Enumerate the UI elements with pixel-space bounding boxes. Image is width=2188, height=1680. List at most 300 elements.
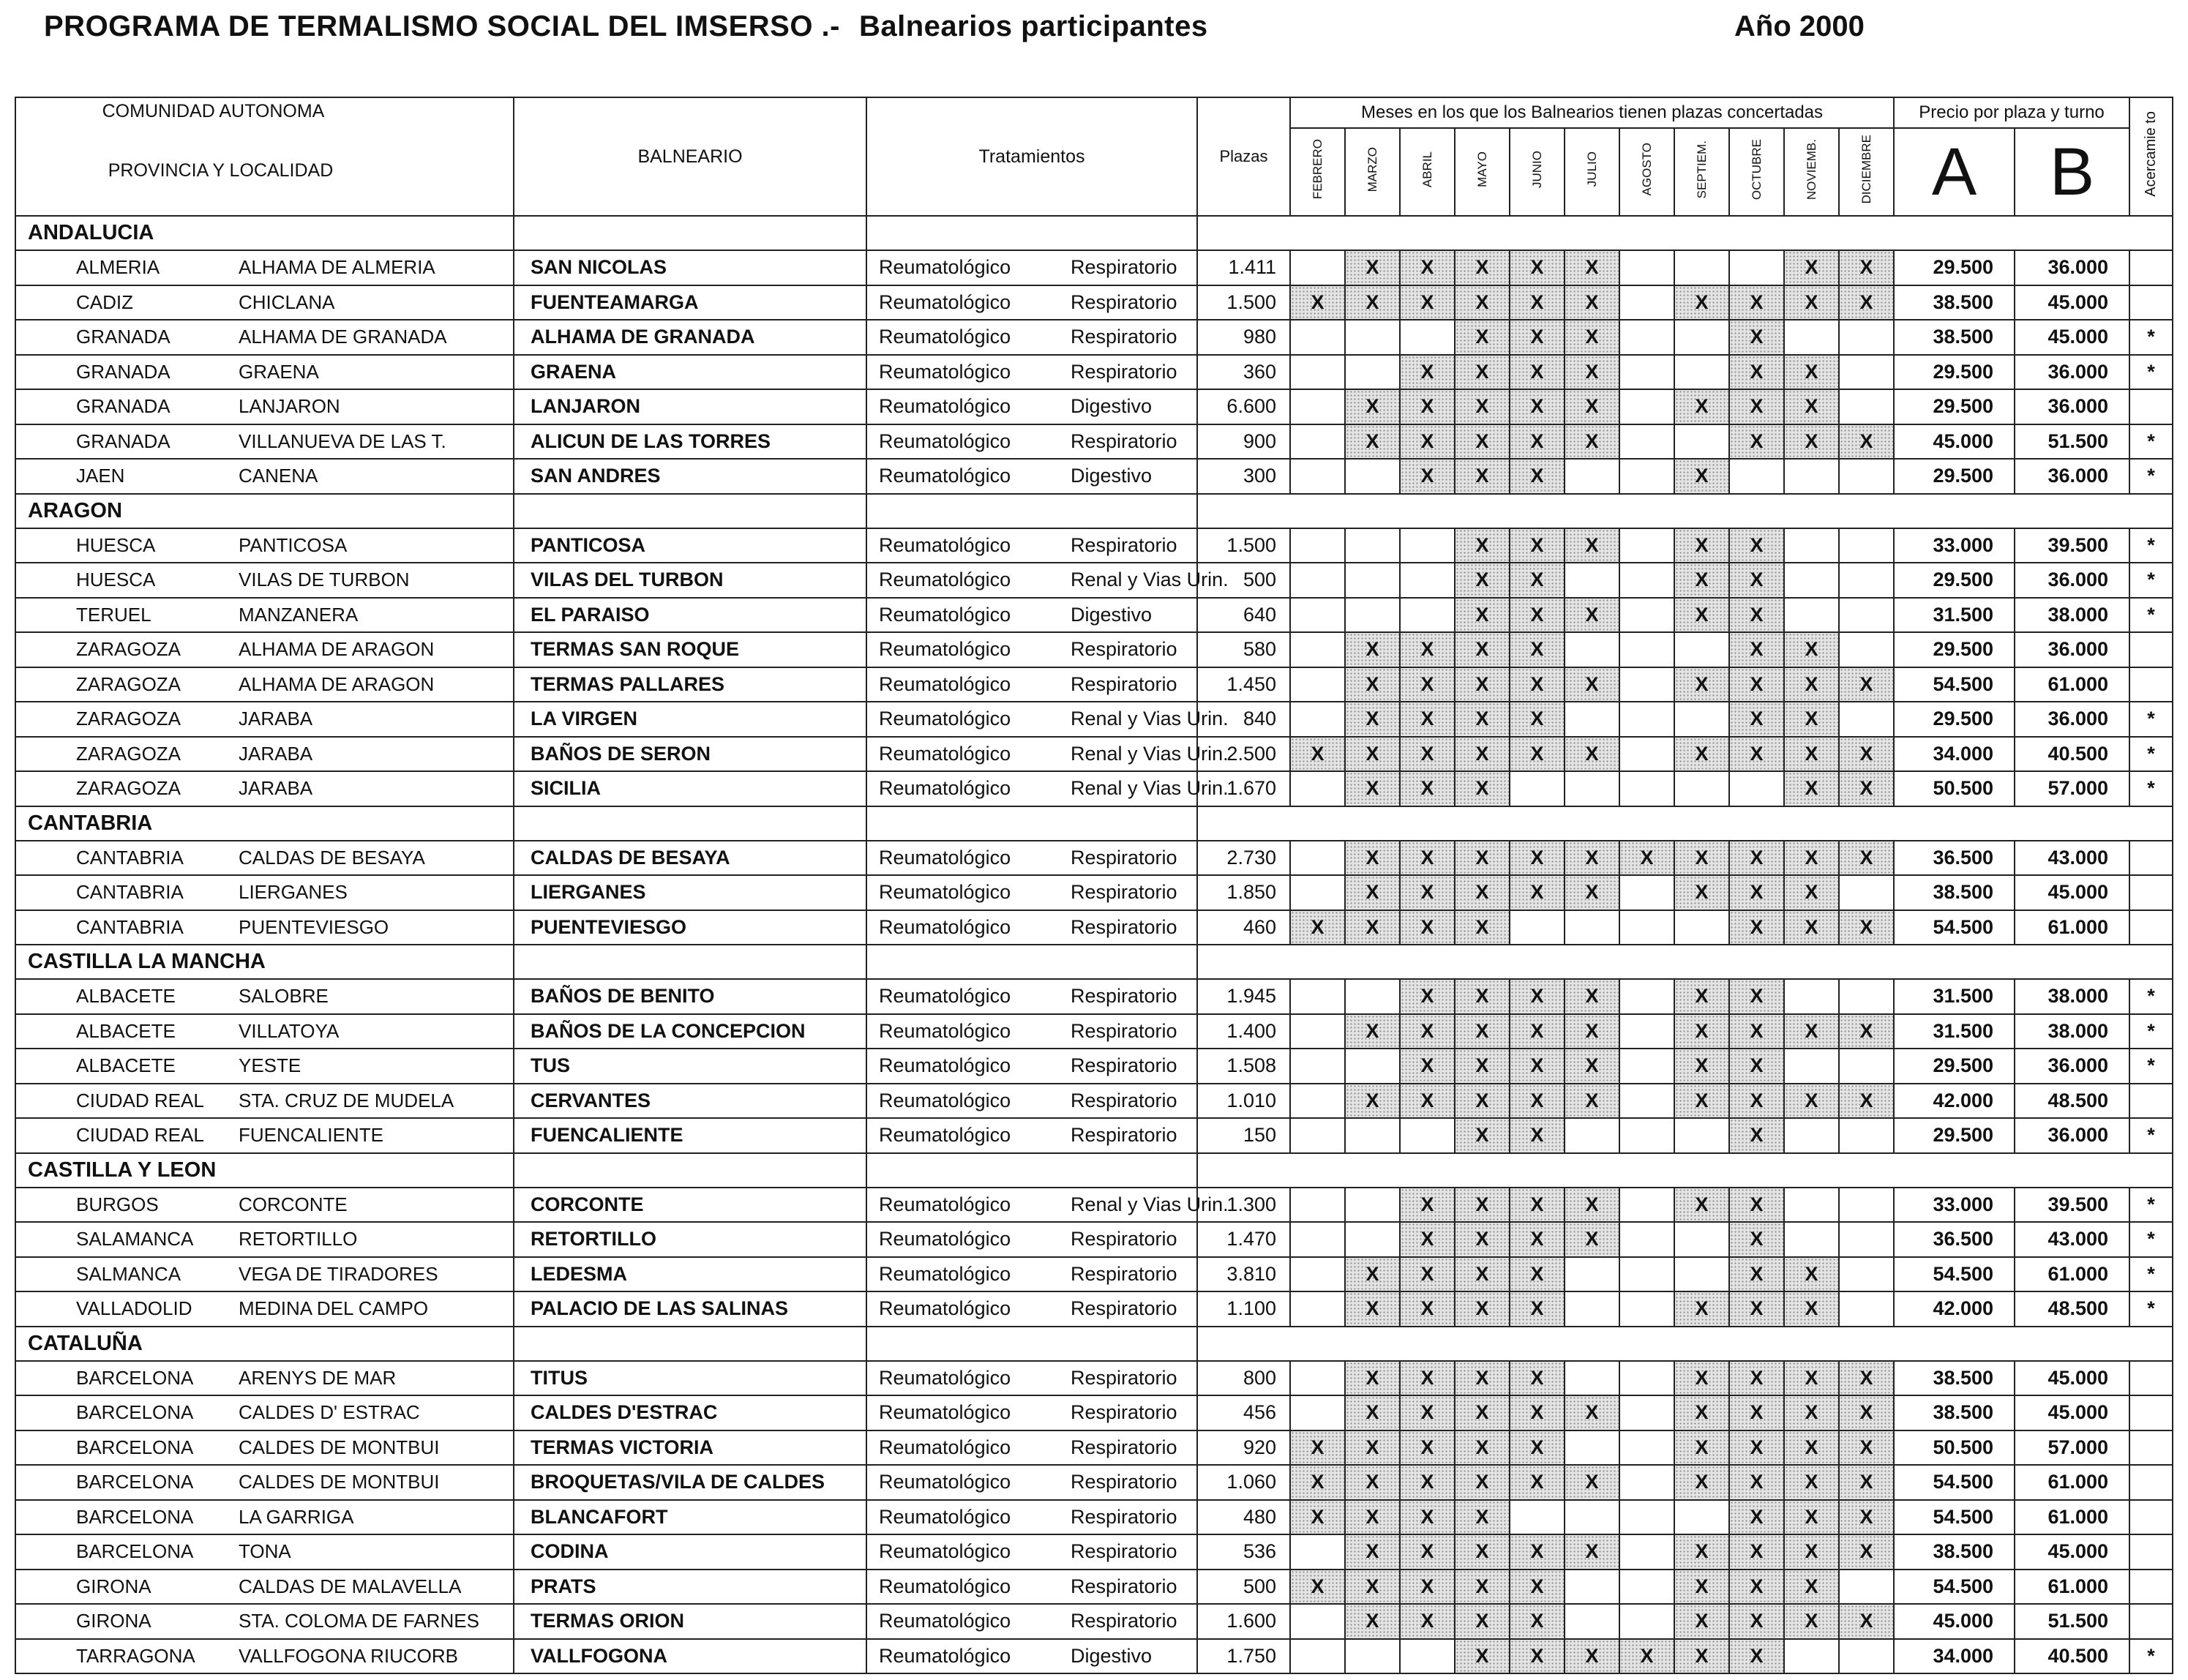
plazas-value: 1.850 xyxy=(1197,875,1290,910)
treatment-1: Reumatológico xyxy=(879,1089,1011,1111)
month-cell: X xyxy=(1510,1257,1565,1292)
month-cell xyxy=(1565,1570,1619,1605)
month-cell: X xyxy=(1674,1188,1729,1223)
month-cell: X xyxy=(1400,1014,1455,1049)
table-row xyxy=(15,1570,2173,1605)
treatment-2: Respiratorio xyxy=(1071,1505,1177,1528)
month-cell: X xyxy=(1674,528,1729,563)
month-cell: X xyxy=(1455,1500,1510,1535)
month-cell xyxy=(1290,702,1345,737)
treatments-cell xyxy=(866,459,1197,494)
acercamiento-mark: * xyxy=(2129,702,2173,737)
treatment-1: Reumatológico xyxy=(879,1366,1011,1389)
table-row xyxy=(15,667,2173,702)
month-cell: X xyxy=(1729,1639,1784,1674)
locality: VEGA DE TIRADORES xyxy=(239,1262,438,1285)
month-cell: X xyxy=(1455,250,1510,285)
month-cell: X xyxy=(1729,285,1784,320)
month-cell xyxy=(1839,320,1894,355)
acercamiento-mark: * xyxy=(2129,320,2173,355)
month-cell: X xyxy=(1400,737,1455,772)
month-cell xyxy=(1839,1222,1894,1257)
price-b: 45.000 xyxy=(2015,285,2129,320)
month-cell: X xyxy=(1510,1084,1565,1119)
price-b: 36.000 xyxy=(2015,250,2129,285)
table-row xyxy=(15,1291,2173,1327)
month-cell: X xyxy=(1510,1049,1565,1084)
month-cell: X xyxy=(1400,875,1455,910)
location-cell xyxy=(15,528,514,563)
month-cell: X xyxy=(1290,737,1345,772)
month-cell: X xyxy=(1400,1257,1455,1292)
locality: LIERGANES xyxy=(239,881,348,904)
month-cell: X xyxy=(1400,1395,1455,1430)
price-b: 45.000 xyxy=(2015,1395,2129,1430)
table-row xyxy=(15,910,2173,945)
balneario-name: BROQUETAS/VILA DE CALDES xyxy=(514,1465,866,1500)
header-price-b: B xyxy=(2015,128,2129,216)
table-row xyxy=(15,1188,2173,1223)
month-cell: X xyxy=(1784,1500,1839,1535)
balneario-name: LEDESMA xyxy=(514,1257,866,1292)
month-cell: X xyxy=(1345,1014,1400,1049)
treatment-2: Respiratorio xyxy=(1071,290,1177,313)
month-cell xyxy=(1290,632,1345,667)
locality: ALHAMA DE ARAGON xyxy=(239,672,435,695)
month-cell xyxy=(1619,1500,1674,1535)
price-a: 38.500 xyxy=(1894,320,2015,355)
month-cell: X xyxy=(1674,1604,1729,1639)
price-a: 38.500 xyxy=(1894,1395,2015,1430)
acercamiento-mark xyxy=(2129,1465,2173,1500)
location-cell xyxy=(15,1639,514,1674)
locality: CANENA xyxy=(239,465,318,487)
price-a: 36.500 xyxy=(1894,841,2015,876)
month-cell xyxy=(1674,1222,1729,1257)
month-cell: X xyxy=(1565,1395,1619,1430)
locality: ARENYS DE MAR xyxy=(239,1366,397,1389)
month-cell xyxy=(1290,1291,1345,1327)
month-cell: X xyxy=(1729,1014,1784,1049)
month-cell: X xyxy=(1510,598,1565,633)
price-a: 29.500 xyxy=(1894,459,2015,494)
locality: CHICLANA xyxy=(239,290,335,313)
treatment-2: Respiratorio xyxy=(1071,1610,1177,1632)
treatments-cell xyxy=(866,424,1197,460)
month-cell: X xyxy=(1729,737,1784,772)
month-cell: X xyxy=(1729,875,1784,910)
balneario-name: EL PARAISO xyxy=(514,598,866,633)
plazas-value: 360 xyxy=(1197,355,1290,390)
table-row xyxy=(15,1639,2173,1674)
price-a: 38.500 xyxy=(1894,875,2015,910)
treatment-1: Reumatológico xyxy=(879,777,1011,800)
month-cell xyxy=(1839,598,1894,633)
plazas-value: 1.100 xyxy=(1197,1291,1290,1327)
month-cell: X xyxy=(1510,737,1565,772)
empty-cell xyxy=(1197,1327,2173,1361)
month-cell: X xyxy=(1345,1570,1400,1605)
plazas-value: 1.450 xyxy=(1197,667,1290,702)
price-b: 61.000 xyxy=(2015,910,2129,945)
month-cell: X xyxy=(1729,1291,1784,1327)
month-cell: X xyxy=(1510,1430,1565,1466)
month-cell: X xyxy=(1565,424,1619,460)
month-cell: X xyxy=(1510,1395,1565,1430)
table-row xyxy=(15,285,2173,320)
plazas-value: 3.810 xyxy=(1197,1257,1290,1292)
month-cell: X xyxy=(1565,320,1619,355)
treatment-1: Reumatológico xyxy=(879,1471,1011,1493)
empty-cell xyxy=(866,806,1197,841)
month-cell xyxy=(1784,1639,1839,1674)
price-b: 38.000 xyxy=(2015,1014,2129,1049)
month-cell: X xyxy=(1784,841,1839,876)
plazas-value: 900 xyxy=(1197,424,1290,460)
header-meses: Meses en los que los Balnearios tienen plazas concertadas xyxy=(1290,97,1894,128)
acercamiento-mark: * xyxy=(2129,1291,2173,1327)
month-cell xyxy=(1400,563,1455,598)
month-cell xyxy=(1839,1291,1894,1327)
treatments-cell xyxy=(866,1118,1197,1153)
acercamiento-mark xyxy=(2129,1604,2173,1639)
month-cell xyxy=(1619,1570,1674,1605)
acercamiento-mark: * xyxy=(2129,1222,2173,1257)
acercamiento-mark: * xyxy=(2129,1049,2173,1084)
month-cell: X xyxy=(1729,320,1784,355)
price-a: 50.500 xyxy=(1894,1430,2015,1466)
month-cell: X xyxy=(1290,1465,1345,1500)
month-cell: X xyxy=(1510,1291,1565,1327)
month-cell: X xyxy=(1674,737,1729,772)
region-name: CATALUÑA xyxy=(15,1327,514,1361)
province: CANTABRIA xyxy=(76,881,184,904)
province: ZARAGOZA xyxy=(76,672,181,695)
price-b: 61.000 xyxy=(2015,1465,2129,1500)
price-b: 45.000 xyxy=(2015,320,2129,355)
month-cell xyxy=(1565,563,1619,598)
month-cell: X xyxy=(1674,1049,1729,1084)
month-cell xyxy=(1400,320,1455,355)
month-cell xyxy=(1674,910,1729,945)
month-cell: X xyxy=(1345,1534,1400,1570)
treatment-2: Respiratorio xyxy=(1071,1436,1177,1458)
treatments-cell xyxy=(866,355,1197,390)
plazas-value: 1.600 xyxy=(1197,1604,1290,1639)
treatment-1: Reumatológico xyxy=(879,985,1011,1008)
balneario-name: BAÑOS DE BENITO xyxy=(514,979,866,1014)
month-cell: X xyxy=(1674,667,1729,702)
locality: PUENTEVIESGO xyxy=(239,915,389,938)
locality: CALDAS DE BESAYA xyxy=(239,846,425,869)
month-cell: X xyxy=(1839,1430,1894,1466)
treatment-1: Reumatológico xyxy=(879,915,1011,938)
table-row xyxy=(15,528,2173,563)
month-cell: X xyxy=(1674,1291,1729,1327)
treatment-2: Digestivo xyxy=(1071,465,1153,487)
plazas-value: 456 xyxy=(1197,1395,1290,1430)
month-cell xyxy=(1345,1049,1400,1084)
treatments-cell xyxy=(866,1014,1197,1049)
location-cell xyxy=(15,702,514,737)
balneario-name: TUS xyxy=(514,1049,866,1084)
month-cell: X xyxy=(1839,1604,1894,1639)
header-plazas: Plazas xyxy=(1197,97,1290,216)
month-cell: X xyxy=(1674,841,1729,876)
province: GIRONA xyxy=(76,1610,151,1632)
region-name: CANTABRIA xyxy=(15,806,514,841)
month-cell: X xyxy=(1455,1118,1510,1153)
price-a: 42.000 xyxy=(1894,1084,2015,1119)
month-cell: X xyxy=(1784,1014,1839,1049)
month-cell: X xyxy=(1455,1430,1510,1466)
month-cell: X xyxy=(1729,910,1784,945)
month-cell: X xyxy=(1345,1430,1400,1466)
treatment-2: Renal y Vias Urin. xyxy=(1071,569,1229,591)
price-b: 39.500 xyxy=(2015,1188,2129,1223)
province: JAEN xyxy=(76,465,125,487)
month-cell: X xyxy=(1455,1604,1510,1639)
month-cell xyxy=(1839,563,1894,598)
month-cell: X xyxy=(1455,632,1510,667)
month-cell: X xyxy=(1784,1395,1839,1430)
locality: MEDINA DEL CAMPO xyxy=(239,1297,429,1320)
price-b: 51.500 xyxy=(2015,424,2129,460)
month-cell xyxy=(1565,1361,1619,1396)
month-cell: X xyxy=(1729,1257,1784,1292)
acercamiento-mark xyxy=(2129,841,2173,876)
empty-cell xyxy=(514,216,866,250)
plazas-value: 536 xyxy=(1197,1534,1290,1570)
treatment-1: Reumatológico xyxy=(879,1193,1011,1215)
price-b: 36.000 xyxy=(2015,632,2129,667)
treatments-cell xyxy=(866,1049,1197,1084)
locality: YESTE xyxy=(239,1054,301,1077)
month-cell: X xyxy=(1839,1465,1894,1500)
treatments-cell xyxy=(866,285,1197,320)
balneario-name: TITUS xyxy=(514,1361,866,1396)
treatment-2: Respiratorio xyxy=(1071,1297,1177,1320)
treatment-1: Reumatológico xyxy=(879,1019,1011,1042)
price-a: 54.500 xyxy=(1894,667,2015,702)
month-cell xyxy=(1290,563,1345,598)
month-cell: X xyxy=(1729,598,1784,633)
month-cell: X xyxy=(1455,1084,1510,1119)
month-cell: X xyxy=(1565,841,1619,876)
month-cell xyxy=(1400,1639,1455,1674)
balneario-name: TERMAS VICTORIA xyxy=(514,1430,866,1466)
title-subtitle: Balnearios participantes xyxy=(858,10,1208,42)
month-cell: X xyxy=(1400,1465,1455,1500)
price-b: 45.000 xyxy=(2015,1534,2129,1570)
month-cell: X xyxy=(1455,1257,1510,1292)
province: CIUDAD REAL xyxy=(76,1089,204,1111)
acercamiento-mark: * xyxy=(2129,979,2173,1014)
month-cell: X xyxy=(1510,1188,1565,1223)
treatment-1: Reumatológico xyxy=(879,256,1011,279)
month-cell: X xyxy=(1455,979,1510,1014)
month-cell: X xyxy=(1455,563,1510,598)
month-cell xyxy=(1290,1014,1345,1049)
location-cell xyxy=(15,1570,514,1605)
price-a: 29.500 xyxy=(1894,632,2015,667)
table-row xyxy=(15,1118,2173,1153)
treatment-2: Digestivo xyxy=(1071,1644,1153,1667)
header-provincia: PROVINCIA Y LOCALIDAD xyxy=(108,160,334,181)
month-cell: X xyxy=(1839,1500,1894,1535)
location-cell xyxy=(15,285,514,320)
price-b: 36.000 xyxy=(2015,355,2129,390)
month-cell xyxy=(1674,424,1729,460)
table-row xyxy=(15,1361,2173,1396)
acercamiento-mark: * xyxy=(2129,424,2173,460)
month-cell: X xyxy=(1455,702,1510,737)
header-balneario: BALNEARIO xyxy=(514,97,866,216)
month-cell: X xyxy=(1565,1222,1619,1257)
month-cell: X xyxy=(1345,875,1400,910)
price-b: 36.000 xyxy=(2015,563,2129,598)
month-cell xyxy=(1400,598,1455,633)
region-row xyxy=(15,1327,2173,1361)
treatment-2: Renal y Vias Urin. xyxy=(1071,777,1229,800)
treatment-2: Respiratorio xyxy=(1071,846,1177,869)
month-cell: X xyxy=(1455,771,1510,806)
treatment-1: Reumatológico xyxy=(879,533,1011,556)
province: BARCELONA xyxy=(76,1540,194,1563)
province: ZARAGOZA xyxy=(76,638,181,661)
header-month: DICIEMBRE xyxy=(1839,128,1894,216)
month-cell: X xyxy=(1290,910,1345,945)
treatments-cell xyxy=(866,563,1229,598)
price-b: 51.500 xyxy=(2015,1604,2129,1639)
month-cell: X xyxy=(1784,389,1839,424)
month-cell xyxy=(1619,1465,1674,1500)
price-a: 31.500 xyxy=(1894,1014,2015,1049)
month-cell xyxy=(1290,1395,1345,1430)
month-cell: X xyxy=(1455,1291,1510,1327)
month-cell: X xyxy=(1565,979,1619,1014)
month-cell: X xyxy=(1400,424,1455,460)
price-b: 36.000 xyxy=(2015,459,2129,494)
table-row xyxy=(15,424,2173,460)
month-cell: X xyxy=(1729,424,1784,460)
acercamiento-mark: * xyxy=(2129,1188,2173,1223)
treatment-1: Reumatológico xyxy=(879,1054,1011,1077)
month-cell: X xyxy=(1510,528,1565,563)
month-cell: X xyxy=(1784,1291,1839,1327)
month-cell: X xyxy=(1784,424,1839,460)
price-b: 61.000 xyxy=(2015,1257,2129,1292)
month-cell: X xyxy=(1290,1570,1345,1605)
month-cell xyxy=(1729,771,1784,806)
month-cell: X xyxy=(1455,841,1510,876)
price-b: 48.500 xyxy=(2015,1084,2129,1119)
balneario-name: TERMAS SAN ROQUE xyxy=(514,632,866,667)
month-cell: X xyxy=(1565,1188,1619,1223)
acercamiento-mark: * xyxy=(2129,528,2173,563)
month-cell xyxy=(1619,1395,1674,1430)
month-cell: X xyxy=(1455,459,1510,494)
balneario-name: CERVANTES xyxy=(514,1084,866,1119)
treatments-cell xyxy=(866,1430,1197,1466)
treatments-cell xyxy=(866,771,1229,806)
month-cell: X xyxy=(1784,910,1839,945)
treatment-2: Respiratorio xyxy=(1071,1540,1177,1563)
month-cell xyxy=(1784,1222,1839,1257)
location-cell xyxy=(15,667,514,702)
month-cell: X xyxy=(1455,1014,1510,1049)
table-row xyxy=(15,1222,2173,1257)
table-row xyxy=(15,771,2173,806)
region-row xyxy=(15,494,2173,528)
acercamiento-mark: * xyxy=(2129,1118,2173,1153)
month-cell: X xyxy=(1729,1604,1784,1639)
month-cell: X xyxy=(1455,528,1510,563)
month-cell: X xyxy=(1729,667,1784,702)
plazas-value: 1.750 xyxy=(1197,1639,1290,1674)
price-a: 50.500 xyxy=(1894,771,2015,806)
month-cell: X xyxy=(1674,979,1729,1014)
month-cell xyxy=(1290,1222,1345,1257)
month-cell: X xyxy=(1674,875,1729,910)
month-cell xyxy=(1565,1118,1619,1153)
location-cell xyxy=(15,979,514,1014)
table-row xyxy=(15,598,2173,633)
month-cell: X xyxy=(1345,1500,1400,1535)
month-cell: X xyxy=(1455,1570,1510,1605)
province: BARCELONA xyxy=(76,1436,194,1458)
balneario-name: SICILIA xyxy=(514,771,866,806)
month-cell: X xyxy=(1729,355,1784,390)
table-row xyxy=(15,389,2173,424)
location-cell xyxy=(15,250,514,285)
month-cell xyxy=(1510,1500,1565,1535)
treatment-2: Digestivo xyxy=(1071,395,1153,418)
month-cell: X xyxy=(1510,1639,1565,1674)
header-comunidad-provincia xyxy=(15,97,514,216)
month-cell: X xyxy=(1839,1084,1894,1119)
month-cell: X xyxy=(1674,1430,1729,1466)
month-cell: X xyxy=(1400,841,1455,876)
price-a: 38.500 xyxy=(1894,1534,2015,1570)
province: GIRONA xyxy=(76,1575,151,1597)
month-cell xyxy=(1839,1188,1894,1223)
province: BARCELONA xyxy=(76,1366,194,1389)
month-cell: X xyxy=(1345,667,1400,702)
month-cell xyxy=(1619,875,1674,910)
table-row xyxy=(15,1465,2173,1500)
month-cell: X xyxy=(1784,355,1839,390)
treatments-cell xyxy=(866,1604,1197,1639)
month-cell xyxy=(1839,632,1894,667)
province: ZARAGOZA xyxy=(76,777,181,800)
price-a: 54.500 xyxy=(1894,1465,2015,1500)
acercamiento-mark: * xyxy=(2129,737,2173,772)
price-b: 61.000 xyxy=(2015,1500,2129,1535)
month-cell xyxy=(1784,1188,1839,1223)
locality: TONA xyxy=(239,1540,291,1563)
acercamiento-mark xyxy=(2129,1361,2173,1396)
province: HUESCA xyxy=(76,533,156,556)
treatment-1: Reumatológico xyxy=(879,846,1011,869)
month-cell: X xyxy=(1455,875,1510,910)
empty-cell xyxy=(866,494,1197,528)
treatments-cell xyxy=(866,1465,1197,1500)
month-cell: X xyxy=(1455,1222,1510,1257)
month-cell: X xyxy=(1345,1361,1400,1396)
treatment-2: Respiratorio xyxy=(1071,1262,1177,1285)
province: BARCELONA xyxy=(76,1471,194,1493)
